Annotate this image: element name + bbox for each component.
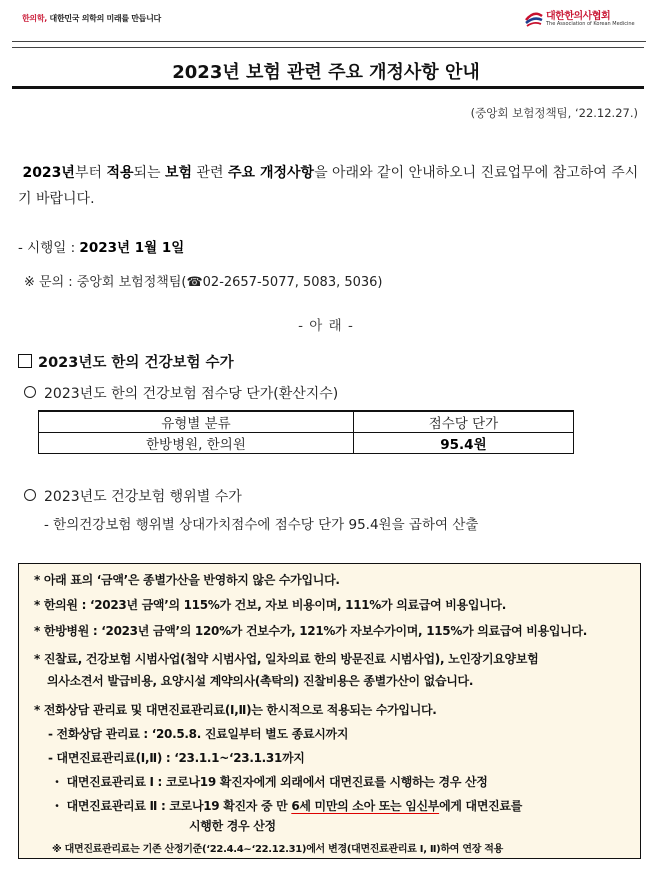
section-item-2-sub: - 한의건강보험 행위별 상대가치점수에 점수당 단가 95.4원을 곱하여 산출 bbox=[44, 517, 479, 533]
table-cell-value: 95.4원 bbox=[353, 433, 573, 454]
table-header-cell: 유형별 분류 bbox=[39, 411, 354, 433]
note-text: ・ 대면진료관리료 Ⅱ : 코로나19 확진자 중 만 bbox=[51, 799, 292, 813]
circle-bullet-icon bbox=[24, 386, 36, 398]
effective-value: 2023년 1월 1일 bbox=[79, 240, 185, 256]
circle-bullet-icon bbox=[24, 489, 36, 501]
org-name-ko: 대한한의사협회 bbox=[546, 11, 611, 22]
contact-info: ※ 문의 : 중앙회 보험정책팀(☎02-2657-5077, 5083, 5036) bbox=[24, 275, 383, 290]
intro-insurance: 보험 bbox=[165, 165, 193, 181]
section-heading-text: 2023년도 한의 건강보험 수가 bbox=[38, 355, 234, 371]
note-line: * 전화상담 관리료 및 대면진료관리료(Ⅰ,Ⅱ)는 한시적으로 적용되는 수가입니다. bbox=[34, 703, 437, 717]
note-line: * 한방병원 : ‘2023년 금액’의 120%가 건보수가, 121%가 자보수가이며, 115%가 의료급여 비용입니다. bbox=[34, 624, 588, 638]
conversion-table bbox=[38, 410, 574, 454]
note-text: 에게 대면진료를 bbox=[439, 799, 523, 813]
org-logo bbox=[524, 6, 644, 32]
intro-text-4: 을 아래와 같이 안내하오니 진료업무에 참고하여 주시기 바랍니다. bbox=[18, 165, 639, 207]
intro-text-3: 관련 bbox=[192, 165, 229, 181]
slogan-brand: 한의학, bbox=[22, 14, 48, 23]
table-header-row bbox=[39, 411, 574, 433]
section-item-1 bbox=[24, 383, 338, 403]
effective-label: - 시행일 : bbox=[18, 240, 80, 256]
section-heading bbox=[18, 351, 234, 372]
note-highlight: 6세 미만의 소아 또는 임신부 bbox=[291, 799, 440, 813]
note-line: 의사소견서 발급비용, 요양시설 계약의사(촉탁의) 진찰비용은 종별가산이 없습니다. bbox=[47, 674, 474, 688]
intro-text-2: 되는 bbox=[133, 165, 166, 181]
note-line: * 한의원 : ‘2023년 금액’의 115%가 건보, 자보 비용이며, 111%가 의료급여 비용입니다. bbox=[34, 598, 506, 612]
note-line bbox=[51, 797, 522, 814]
org-emblem-icon bbox=[524, 8, 544, 28]
table-row bbox=[39, 433, 574, 454]
note-line: 시행한 경우 산정 bbox=[189, 819, 276, 833]
square-bullet-icon bbox=[18, 354, 32, 368]
intro-key-changes: 주요 개정사항 bbox=[228, 165, 315, 181]
note-line: * 아래 표의 ‘금액’은 종별가산을 반영하지 않은 수가입니다. bbox=[34, 573, 340, 587]
header-divider bbox=[12, 41, 646, 42]
note-line: * 진찰료, 건강보험 시범사업(첩약 시범사업, 일차의료 한의 방문진료 시범사업), 노인장기요양보험 bbox=[34, 652, 539, 666]
source-note: (중앙회 보험정책팀, ‘22.12.27.) bbox=[470, 106, 638, 120]
note-line: ・ 대면진료관리료 Ⅰ : 코로나19 확진자에게 외래에서 대면진료를 시행하는 경우 산정 bbox=[51, 775, 488, 789]
table-header-cell: 점수당 단가 bbox=[353, 411, 573, 433]
intro-year: 2023년 bbox=[22, 165, 75, 181]
note-line: - 전화상담 관리료 : ‘20.5.8. 진료일부터 별도 종료시까지 bbox=[48, 727, 349, 741]
intro-paragraph bbox=[18, 160, 646, 212]
section-item-2 bbox=[24, 486, 242, 506]
table-cell: 한방병원, 한의원 bbox=[39, 433, 354, 454]
section-item-2-text: 2023년도 건강보험 행위별 수가 bbox=[44, 489, 242, 505]
note-footnote: ※ 대면진료관리료는 기존 산정기준(‘22.4.4~‘22.12.31)에서 변경(대면진료관리료 Ⅰ, Ⅱ)하여 연장 적용 bbox=[52, 844, 503, 855]
page-title: 2023년 보험 관련 주요 개정사항 안내 bbox=[172, 62, 480, 83]
org-name-en: The Association of Korean Medicine bbox=[546, 21, 635, 27]
header-slogan bbox=[22, 13, 161, 24]
section-item-1-text: 2023년도 한의 건강보험 점수당 단가(환산지수) bbox=[44, 386, 339, 402]
divider-label: - 아 래 - bbox=[298, 318, 354, 334]
intro-text-1: 부터 bbox=[74, 165, 107, 181]
effective-date bbox=[18, 236, 184, 256]
note-line: - 대면진료관리료(Ⅰ,Ⅱ) : ‘23.1.1~‘23.1.31까지 bbox=[48, 751, 305, 765]
slogan-text: 대한민국 의학의 미래를 만듭니다 bbox=[47, 14, 161, 23]
intro-apply: 적용 bbox=[106, 165, 134, 181]
